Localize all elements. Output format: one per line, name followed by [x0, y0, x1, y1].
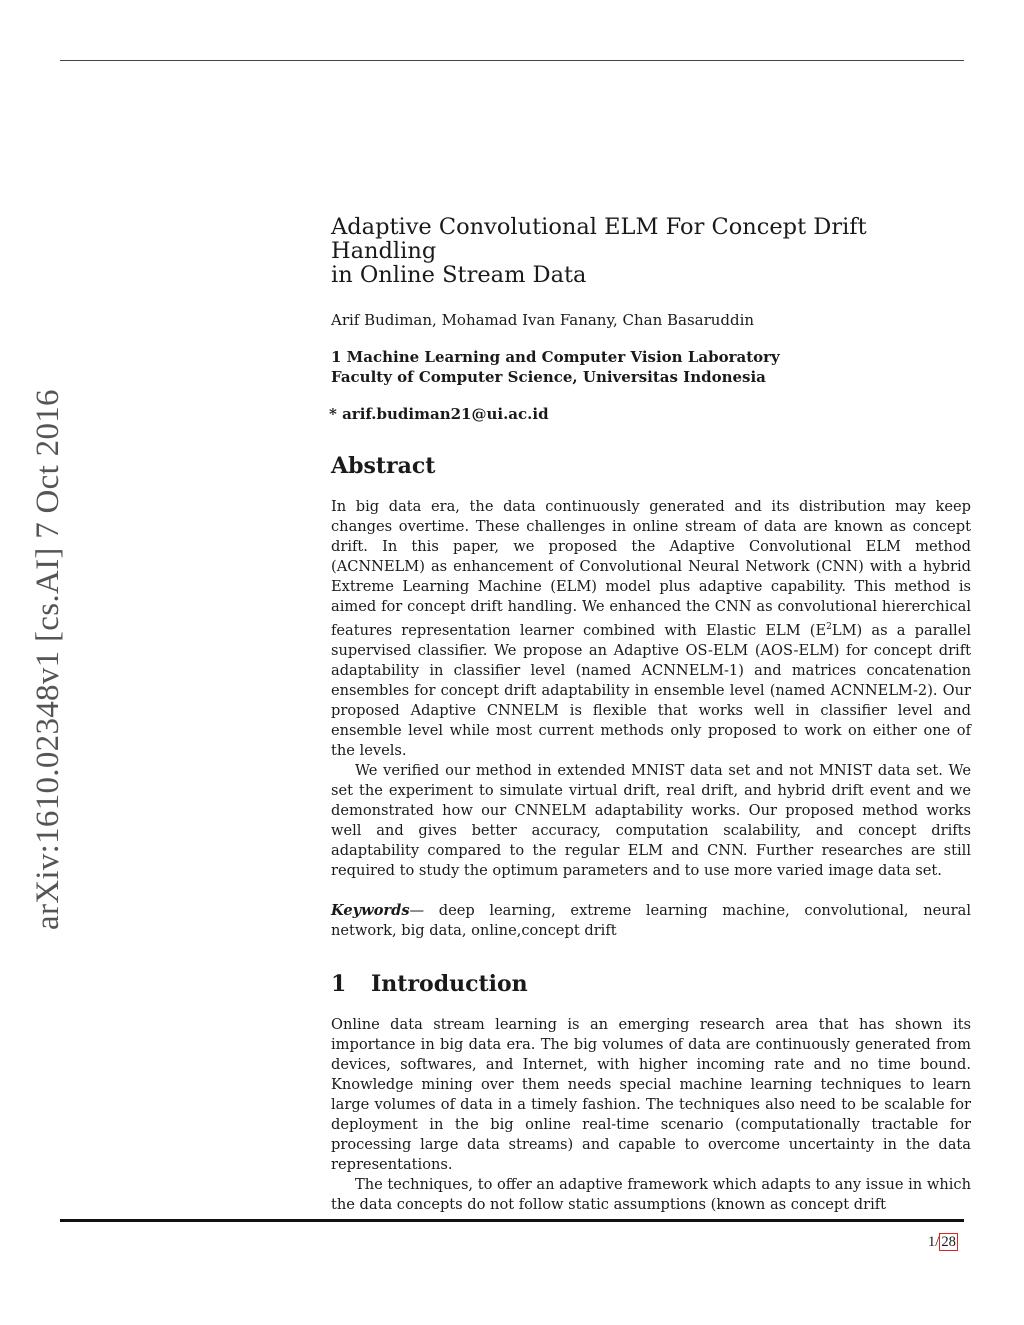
affiliation	[331, 347, 971, 387]
bottom-rule	[60, 1219, 964, 1222]
section-number: 1	[331, 971, 347, 997]
corresponding-email[interactable]: * arif.budiman21@ui.ac.id	[329, 405, 549, 423]
paper-content	[331, 215, 971, 1215]
section-title: Introduction	[371, 971, 528, 997]
arxiv-side-stamp: arXiv:1610.02348v1 [cs.AI] 7 Oct 2016	[30, 389, 66, 930]
title-line-2: in Online Stream Data	[331, 262, 587, 288]
affiliation-line-2: Faculty of Computer Science, Universitas Indonesia	[331, 368, 766, 386]
abstract-heading: Abstract	[331, 453, 436, 479]
keywords	[331, 901, 971, 941]
abstract-paragraph-2: We verified our method in extended MNIST data set and not MNIST data set. We set the experiment to simulate virtual drift, real drift, and hybrid drift event and we demonstrated how our CNNELM adaptability works. Our proposed method works well and gives better accuracy, computation scalability, and concept drifts adaptability compared to the regular ELM and CNN. Further researches are still required to study the optimum parameters and to use more varied image data set.	[331, 762, 971, 879]
keywords-label: Keywords	[331, 902, 410, 919]
page-current: 1/	[928, 1234, 940, 1250]
superscript-2: 2	[826, 622, 832, 632]
title-line-1: Adaptive Convolutional ELM For Concept Drift Handling	[331, 214, 867, 264]
authors: Arif Budiman, Mohamad Ivan Fanany, Chan Basaruddin	[331, 311, 755, 329]
paper-title	[331, 215, 971, 287]
abstract-paragraph-1	[331, 497, 971, 761]
affiliation-line-1: 1 Machine Learning and Computer Vision Laboratory	[331, 348, 780, 366]
keywords-text: — deep learning, extreme learning machine, convolutional, neural network, big data, online,concept drift	[331, 902, 971, 939]
total-pages-link[interactable]: 28	[941, 1234, 956, 1250]
top-rule	[60, 60, 964, 61]
page-number	[928, 1234, 958, 1251]
introduction-paragraph-1: Online data stream learning is an emerging research area that has shown its importance in big data era. The big volumes of data are continuously generated from devices, softwares, and Internet, with higher incoming rate and no time bound. Knowledge mining over them needs special machine learning techniques to learn large volumes of data in a timely fashion. The techniques also need to be scalable for deployment in the big online real-time scenario (computationally tractable for processing large data streams) and capable to overcome uncertainty in the data representations.	[331, 1016, 971, 1173]
abstract-p1-part-a: In big data era, the data continuously generated and its distribution may keep changes overtime. These challenges in online stream of data are known as concept drift. In this paper, we proposed the Adaptive Convolutional ELM method (ACNNELM) as enhancement of Convolutional Neural Network (CNN) with a hybrid Extreme Learning Machine (ELM) model plus adaptive capability. This method is aimed for concept drift handling. We enhanced the CNN as convolutional hiererchical features representation learner combined with Elastic ELM (E	[331, 498, 971, 639]
introduction-paragraph-2: The techniques, to offer an adaptive framework which adapts to any issue in which the data concepts do not follow static assumptions (known as concept drift	[331, 1176, 971, 1213]
abstract-p1-part-b: LM) as a parallel supervised classifier. We propose an Adaptive OS-ELM (AOS-ELM) for concept drift adaptability in classifier level (named ACNNELM-1) and matrices concatenation ensembles for concept drift adaptability in ensemble level (named ACNNELM-2). Our proposed Adaptive CNNELM is flexible that works well in classifier level and ensemble level while most current methods only proposed to work on either one of the levels.	[331, 622, 971, 759]
introduction-heading	[331, 971, 971, 997]
